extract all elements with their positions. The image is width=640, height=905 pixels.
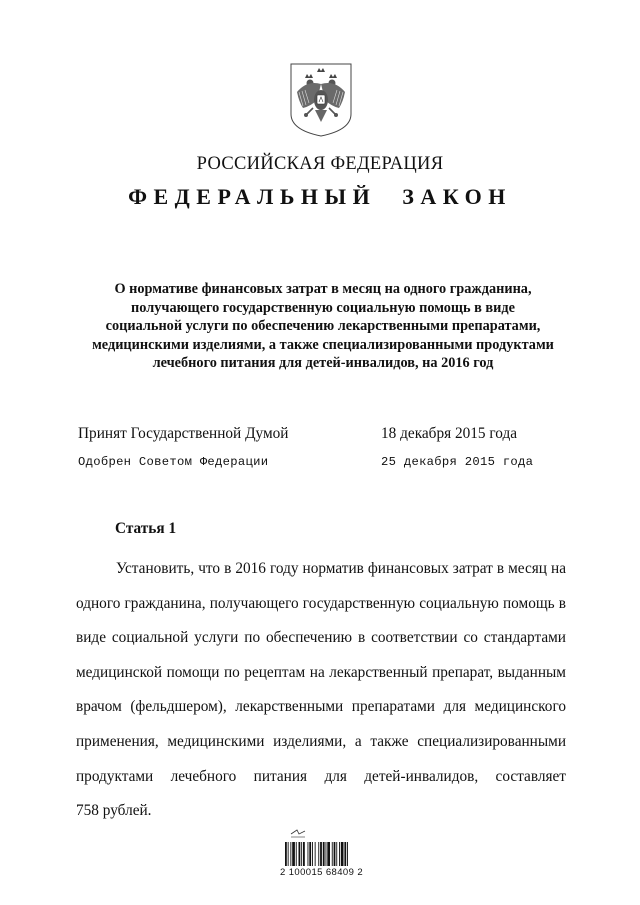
coat-of-arms-icon	[289, 62, 353, 138]
document-type: ФЕДЕРАЛЬНЫЙ ЗАКОН	[128, 184, 512, 209]
article-line: одного гражданина, получающего государственную социальную помощь в	[76, 594, 566, 612]
article-line: применения, медицинскими изделиями, а также специализированными	[76, 732, 566, 750]
law-title-line: О нормативе финансовых затрат в месяц на одного гражданина,	[114, 281, 532, 297]
duma-adoption-label: Принят Государственной Думой	[78, 425, 289, 442]
article-heading: Статья 1	[115, 520, 177, 537]
council-approval-label: Одобрен Советом Федерации	[78, 455, 269, 469]
article-line: Установить, что в 2016 году норматив финансовых затрат в месяц на	[116, 560, 566, 577]
duma-adoption-row	[0, 425, 640, 445]
law-title-line: социальной услуги по обеспечению лекарственными препаратами,	[105, 318, 541, 335]
council-approval-date: 25 декабря 2015 года	[381, 455, 534, 469]
barcode-number: 2 100015 68409 2	[280, 867, 364, 878]
article-line: продуктами лечебного питания для детей-инвалидов, составляет	[76, 767, 566, 785]
article-line: 758 рублей.	[76, 802, 152, 820]
law-title-line: лечебного питания для детей-инвалидов, на 2016 год	[152, 355, 494, 372]
law-title	[88, 280, 558, 373]
country-name: РОССИЙСКАЯ ФЕДЕРАЦИЯ	[196, 154, 444, 174]
article-line: медицинской помощи по рецептам на лекарственный препарат, выданным	[76, 663, 566, 681]
law-title-line: получающего государственную социальную помощь в виде	[131, 299, 515, 316]
duma-adoption-date: 18 декабря 2015 года	[381, 425, 518, 442]
council-approval-row	[0, 455, 640, 475]
law-title-line: медицинскими изделиями, а также специализированными продуктами	[92, 336, 554, 353]
article-body	[76, 552, 566, 829]
article-line: врачом (фельдшером), лекарственными препаратами для медицинского	[76, 698, 566, 716]
article-line: виде социальной услуги по обеспечению в соответствии со стандартами	[76, 629, 566, 647]
